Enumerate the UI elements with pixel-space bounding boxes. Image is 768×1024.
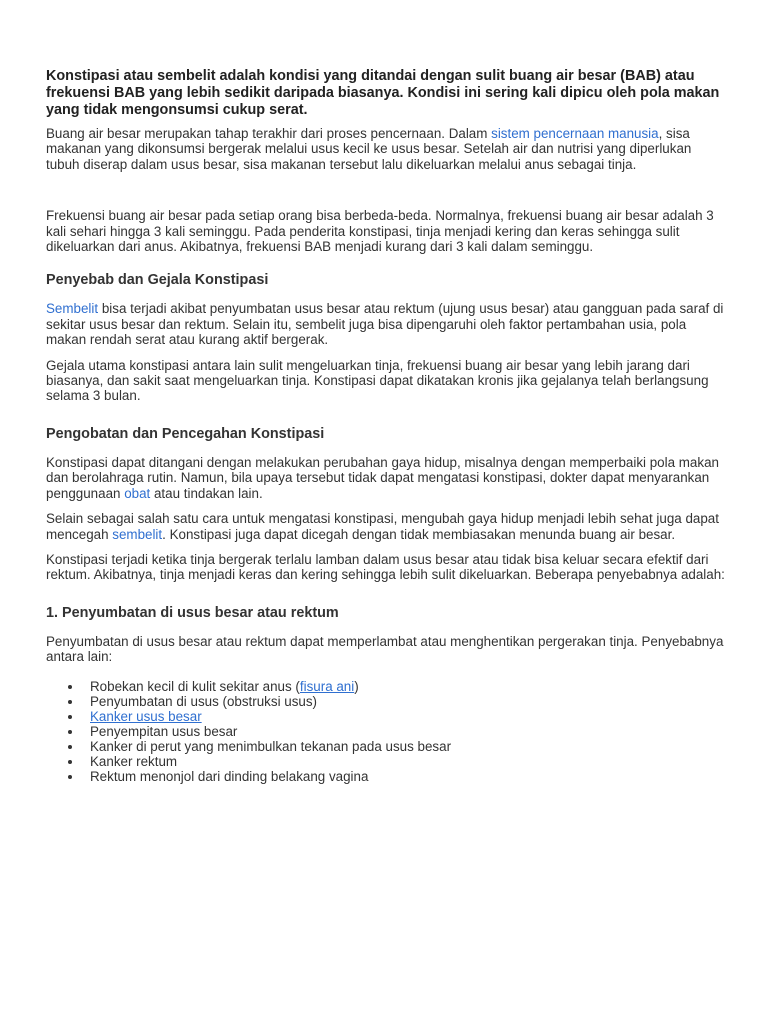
paragraph-mechanism: Konstipasi terjadi ketika tinja bergerak terlalu lamban dalam usus besar atau tidak bisa keluar secara efektif dari rektum. Akibatnya, tinja menjadi keras dan kering sehingga lebih sulit dikeluarkan. Beberapa penyebabnya adalah:: [46, 551, 725, 583]
text-span: bisa terjadi akibat penyumbatan usus besar atau rektum (ujung usus besar) atau gangguan pada saraf di sekitar usus besar dan rektum. Selain itu, sembelit juga bisa dipengaruhi oleh faktor pertambahan usia, pola makan rendah serat atau kurang aktif bergerak.: [46, 301, 724, 348]
cause-list: [46, 679, 726, 784]
lead-paragraph: Konstipasi atau sembelit adalah kondisi yang ditandai dengan sulit buang air besar (BAB) atau frekuensi BAB yang lebih sedikit daripada biasanya. Kondisi ini sering kali dipicu oleh pola makan yang tidak mengonsumsi cukup serat.: [46, 68, 720, 118]
paragraph-treatment: [46, 455, 726, 501]
list-item: Rektum menonjol dari dinding belakang vagina: [46, 769, 726, 784]
text-span: atau tindakan lain.: [150, 485, 263, 501]
paragraph-prevention: [46, 511, 726, 542]
list-item: [46, 709, 726, 724]
text-span: Buang air besar merupakan tahap terakhir dari proses pencernaan. Dalam: [46, 126, 492, 141]
link-kanker-usus-besar[interactable]: Kanker usus besar: [90, 708, 202, 724]
link-sembelit[interactable]: Sembelit: [46, 301, 99, 317]
list-item: Penyempitan usus besar: [46, 724, 726, 739]
paragraph-frequency: Frekuensi buang air besar pada setiap orang bisa berbeda-beda. Normalnya, frekuensi buang air besar adalah 3 kali sehari hingga 3 kali seminggu. Pada penderita konstipasi, tinja menjadi kering dan keras sehingga sulit dikeluarkan dari anus. Akibatnya, frekuensi BAB menjadi kurang dari 3 kali dalam seminggu.: [46, 208, 714, 255]
text-span: Robekan kecil di kulit sekitar anus (: [90, 678, 300, 694]
link-fisura-ani[interactable]: fisura ani: [299, 678, 355, 694]
text-span: Konstipasi dapat ditangani dengan melakukan perubahan gaya hidup, misalnya dengan memperbaiki pola makan dan berolahraga rutin. Namun, bila upaya tersebut tidak dapat mengatasi konstipasi, dokter dapat menyarankan penggunaan: [46, 454, 719, 501]
heading-causes: Penyebab dan Gejala Konstipasi: [46, 272, 269, 289]
text-span: Selain sebagai salah satu cara untuk mengatasi konstipasi, mengubah gaya hidup menjadi lebih sehat juga dapat mencegah: [46, 511, 719, 542]
text-span: , sisa makanan yang dikonsumsi bergerak melalui usus kecil ke usus besar. Setelah air dan nutrisi yang diperlukan tubuh diserap dalam usus besar, sisa makanan tersebut lalu dikeluarkan melalui anus sebagai tinja.: [46, 126, 692, 172]
article-body: [46, 68, 726, 784]
link-sembelit-2[interactable]: sembelit: [112, 526, 163, 542]
list-item: Kanker rektum: [46, 754, 726, 769]
paragraph-symptoms: Gejala utama konstipasi antara lain sulit mengeluarkan tinja, frekuensi buang air besar yang lebih jarang dari biasanya, dan sakit saat mengeluarkan tinja. Konstipasi dapat dikatakan kronis jika gejalanya telah berlangsung selama 3 bulan.: [46, 357, 709, 404]
list-item: [46, 679, 726, 694]
paragraph-blockage: Penyumbatan di usus besar atau rektum dapat memperlambat atau menghentikan pergerakan tinja. Penyebabnya antara lain:: [46, 633, 724, 665]
text-span: ): [354, 678, 359, 694]
link-sistem-pencernaan[interactable]: sistem pencernaan manusia: [491, 126, 659, 141]
list-item: Kanker di perut yang menimbulkan tekanan pada usus besar: [46, 739, 726, 754]
heading-blockage: 1. Penyumbatan di usus besar atau rektum: [46, 604, 339, 621]
heading-treatment: Pengobatan dan Pencegahan Konstipasi: [46, 425, 325, 442]
text-span: . Konstipasi juga dapat dicegah dengan tidak membiasakan menunda buang air besar.: [162, 526, 676, 542]
link-obat[interactable]: obat: [124, 485, 151, 501]
paragraph-digestion: [46, 126, 726, 172]
list-item: Penyumbatan di usus (obstruksi usus): [46, 694, 726, 709]
paragraph-causes: [46, 301, 726, 347]
